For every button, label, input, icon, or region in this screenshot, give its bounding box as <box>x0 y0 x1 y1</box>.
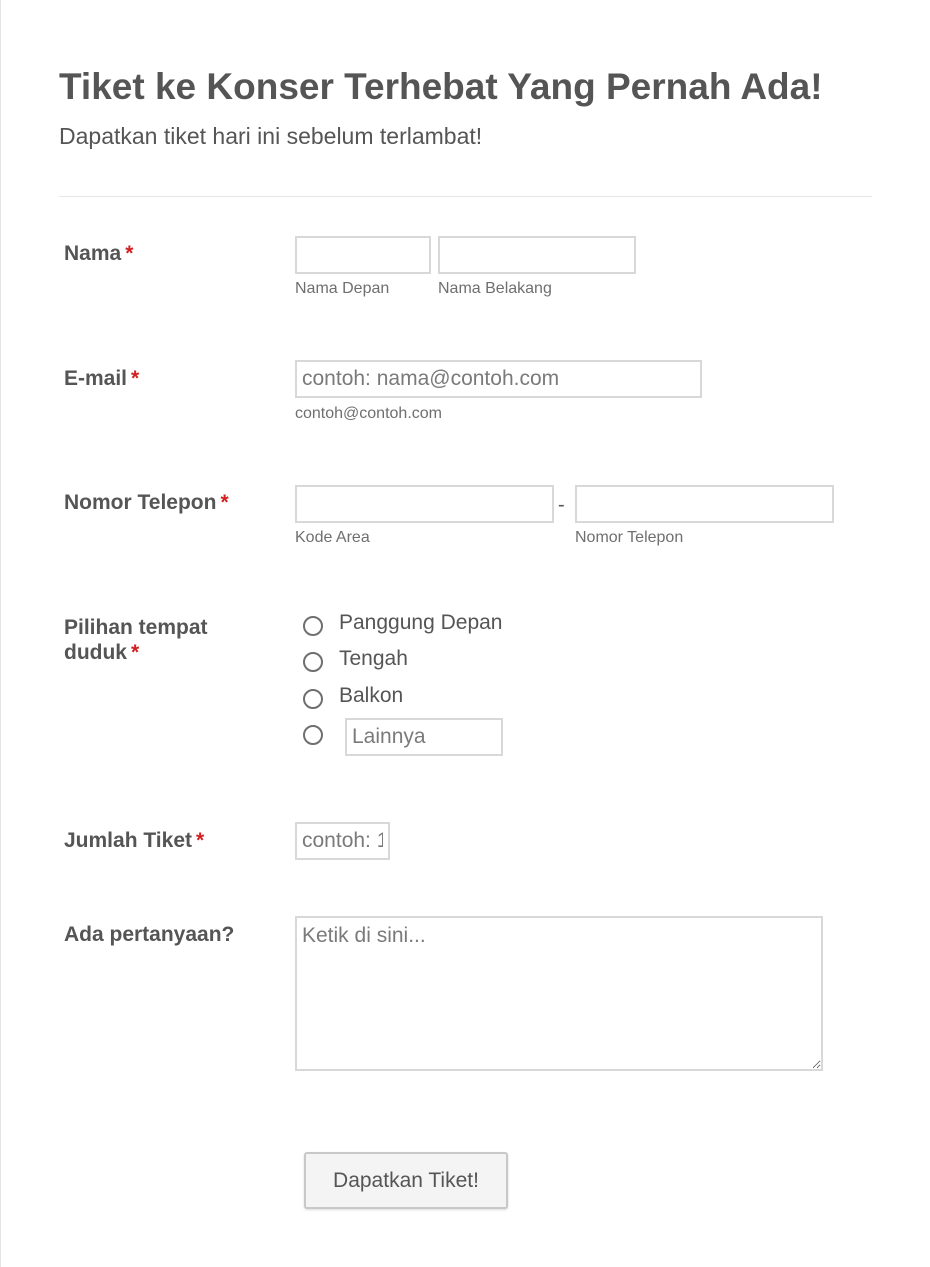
required-asterisk: * <box>125 242 134 265</box>
seating-label <box>64 615 208 665</box>
radio-label-tengah[interactable]: Tengah <box>339 647 408 670</box>
ticket-count-label <box>64 828 204 853</box>
form-subtitle: Dapatkan tiket hari ini sebelum terlambat! <box>59 123 483 149</box>
required-asterisk: * <box>196 829 205 852</box>
phone-label <box>64 490 229 515</box>
page-left-border <box>0 0 1 1267</box>
seating-label-line2-wrap <box>64 640 208 665</box>
other-seating-input[interactable] <box>345 718 503 756</box>
first-name-input[interactable] <box>295 236 431 274</box>
seating-label-line1: Pilihan tempat <box>64 616 208 639</box>
seating-label-line2: duduk <box>64 641 127 664</box>
submit-button[interactable]: Dapatkan Tiket! <box>304 1152 508 1209</box>
area-code-input[interactable] <box>295 485 554 523</box>
header-divider <box>59 196 872 197</box>
form-title: Tiket ke Konser Terhebat Yang Pernah Ada! <box>59 66 823 107</box>
required-asterisk: * <box>131 367 140 390</box>
required-asterisk: * <box>131 641 140 664</box>
ticket-count-input[interactable] <box>295 822 390 860</box>
last-name-sublabel: Nama Belakang <box>438 280 552 297</box>
last-name-input[interactable] <box>438 236 636 274</box>
radio-tengah[interactable] <box>303 652 323 672</box>
email-input[interactable] <box>295 360 702 398</box>
phone-number-sublabel: Nomor Telepon <box>575 529 684 546</box>
name-label <box>64 241 133 266</box>
email-sublabel: contoh@contoh.com <box>295 405 442 422</box>
radio-panggung-depan[interactable] <box>303 616 323 636</box>
radio-lainnya[interactable] <box>303 725 323 745</box>
radio-label-balkon[interactable]: Balkon <box>339 684 404 707</box>
phone-separator: - <box>558 494 565 516</box>
radio-balkon[interactable] <box>303 689 323 709</box>
email-label-text: E-mail <box>64 367 128 390</box>
question-label: Ada pertanyaan? <box>64 923 235 946</box>
first-name-sublabel: Nama Depan <box>295 280 390 297</box>
form-header <box>59 64 872 150</box>
ticket-count-label-text: Jumlah Tiket <box>64 829 192 852</box>
area-code-sublabel: Kode Area <box>295 529 370 546</box>
name-label-text: Nama <box>64 242 122 265</box>
phone-number-input[interactable] <box>575 485 834 523</box>
phone-label-text: Nomor Telepon <box>64 491 217 514</box>
radio-label-panggung-depan[interactable]: Panggung Depan <box>339 611 503 634</box>
required-asterisk: * <box>220 491 229 514</box>
email-label <box>64 366 139 391</box>
question-textarea[interactable] <box>295 916 823 1071</box>
